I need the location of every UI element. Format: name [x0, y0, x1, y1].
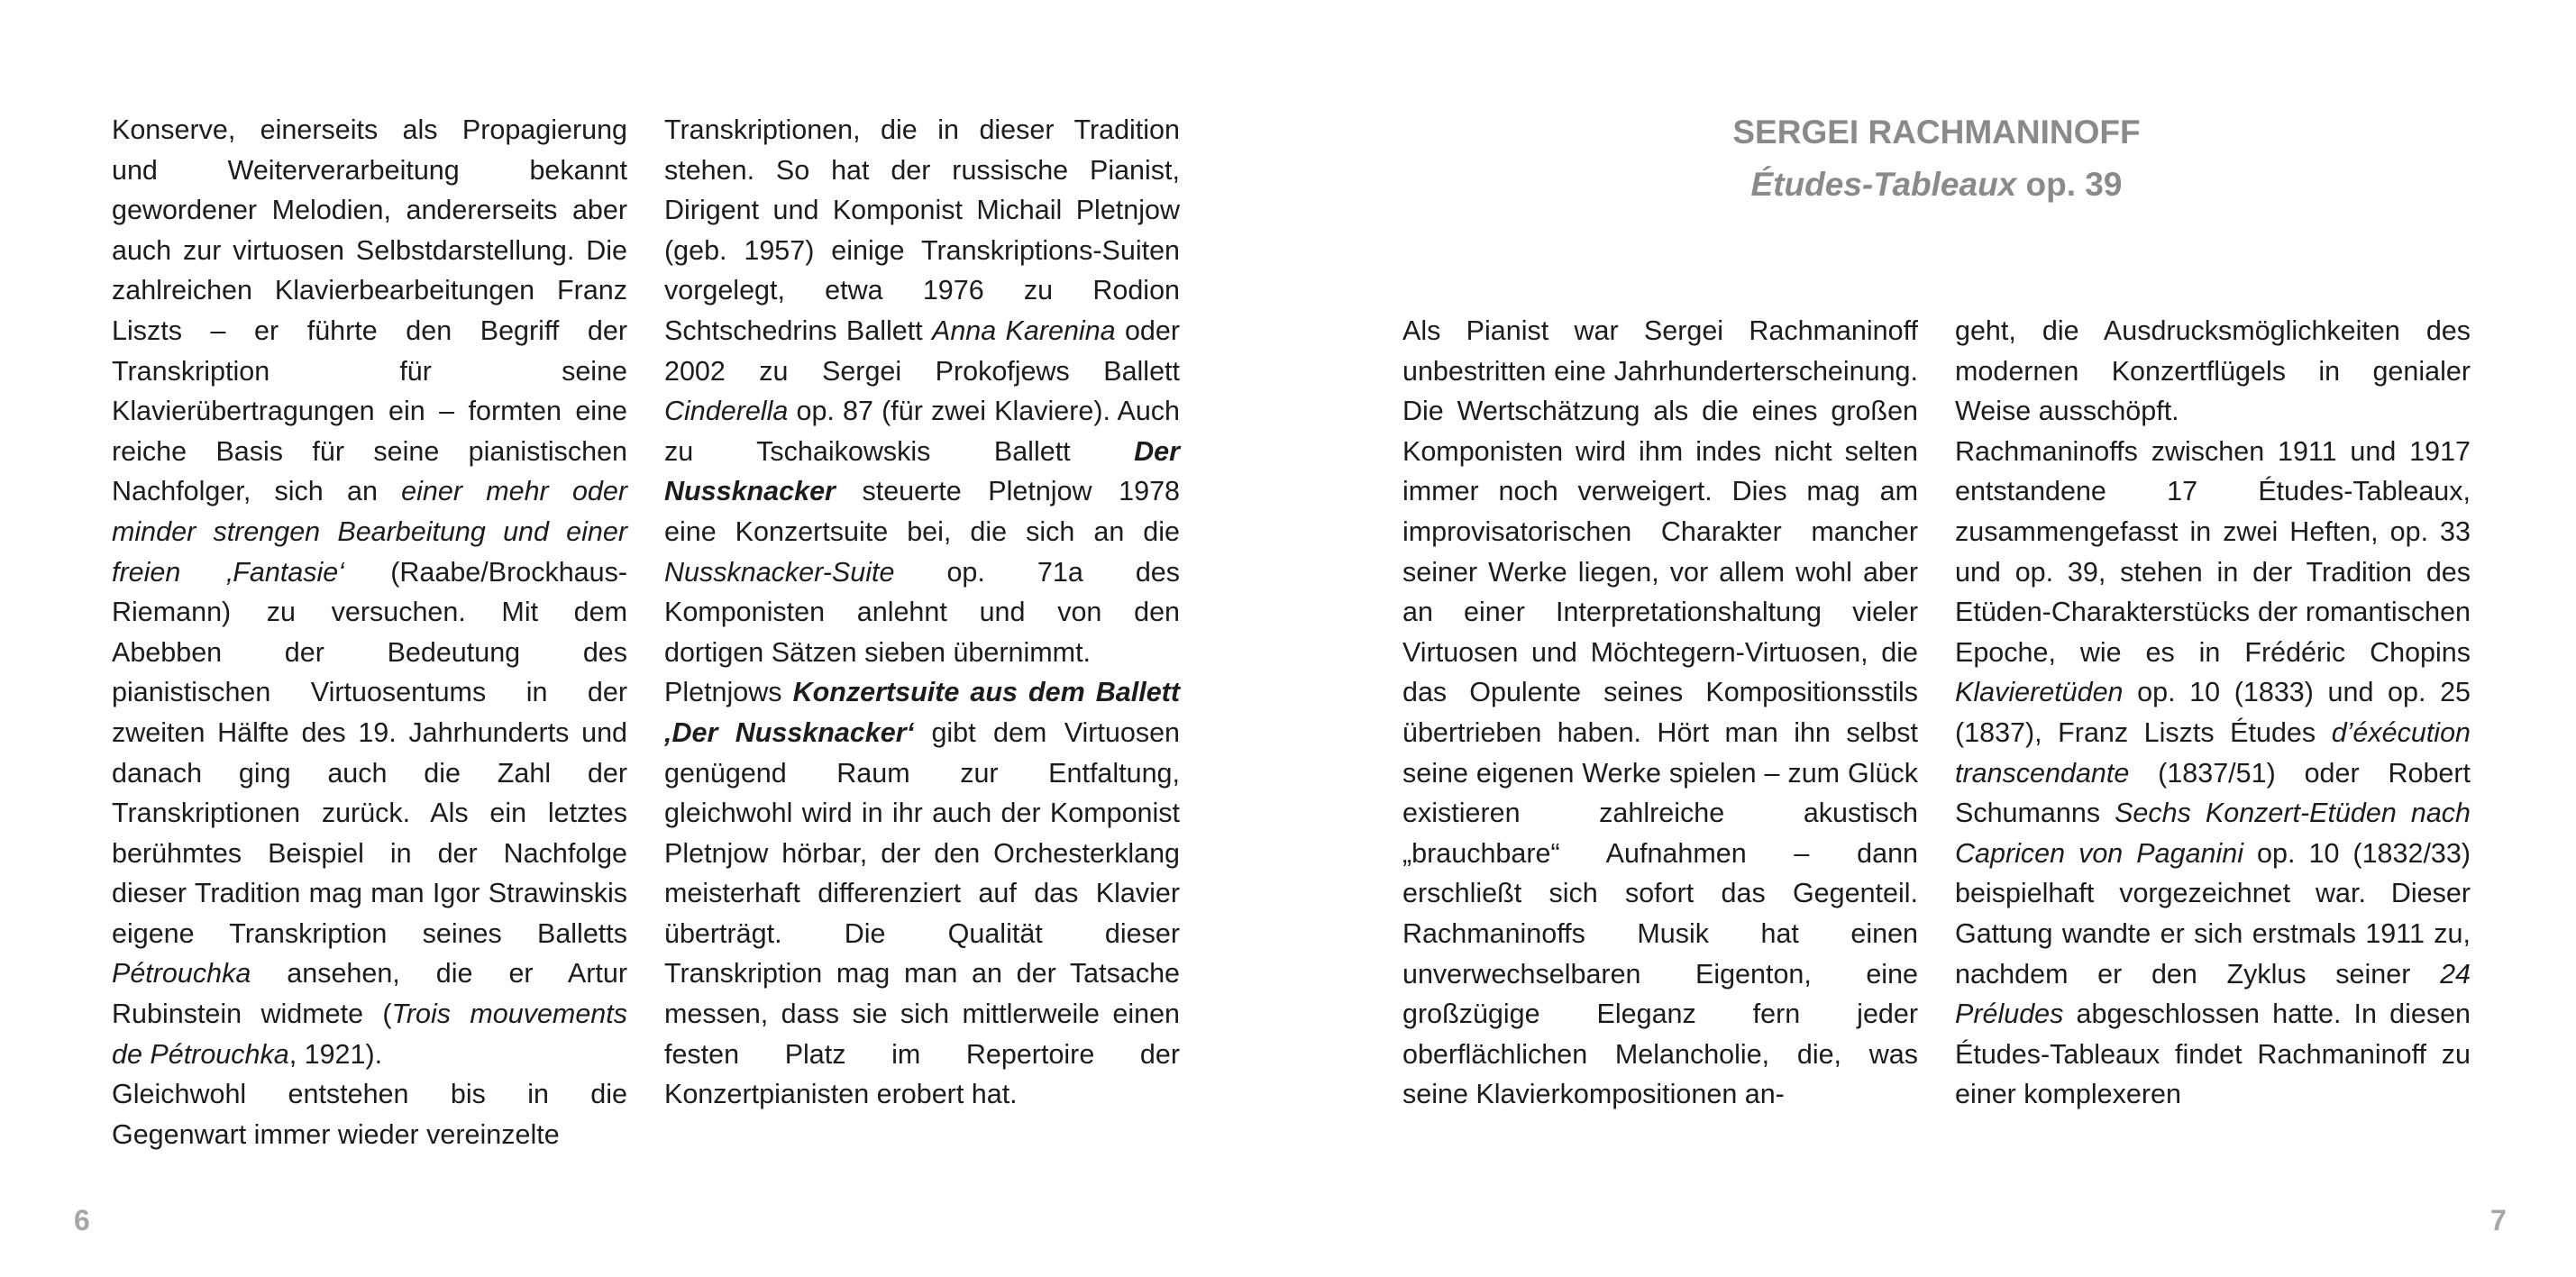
- paragraph: Als Pianist war Sergei Rachmaninoff unbestritten eine Jahrhunderterscheinung. Die Wertschätzung als die eines großen Komponisten wird ihm indes nicht selten immer noch verweigert. Dies mag am improvisatorischen Charakter mancher seiner Werke liegen, vor allem wohl aber an einer Interpretationshaltung vieler Virtuosen und Möchtegern-Virtuosen, die das Opulente seines Kompositionsstils übertrieben haben. Hört man ihn selbst seine eigenen Werke spielen – zum Glück existieren zahlreiche akustisch „brauchbare“ Aufnahmen – dann erschließt sich sofort das Gegenteil. Rachmaninoffs Musik hat einen unverwechselbaren Eigenton, eine großzügige Eleganz fern jeder oberflächlichen Melancholie, die, was seine Klavierkompositionen an-: [1402, 315, 1918, 1110]
- paragraph: Transkriptionen, die in dieser Tradition stehen. So hat der russische Pianist, Dirigent und Komponist Michail Pletnjow (geb. 1957) einige Transkriptions-Suiten vorgelegt, etwa 1976 zu Rodion Schtschedrins Ballett Anna Karenina oder 2002 zu Sergei Prokofjews Ballett Cinderella op. 87 (für zwei Klaviere). Auch zu Tschaikowskis Ballett Der Nussknacker steuerte Pletnjow 1978 eine Konzertsuite bei, die sich an die Nussknacker-Suite op. 71a des Komponisten anlehnt und von den dortigen Sätzen sieben übernimmt.: [664, 114, 1181, 668]
- right-page-column-2: [1955, 311, 2471, 1115]
- section-heading: [1402, 106, 2471, 211]
- paragraph: Rachmaninoffs zwischen 1911 und 1917 entstandene 17 Études-Tableaux, zusammengefasst in zwei Heften, op. 33 und op. 39, stehen in der Tradition des Etüden-Charakterstücks der romantischen Epoche, wie es in Frédéric Chopins Klavieretüden op. 10 (1833) und op. 25 (1837), Franz Liszts Études d’éxécution transcendante (1837/51) oder Robert Schumanns Sechs Konzert-Etüden nach Capricen von Paganini op. 10 (1832/33) beispielhaft vorgezeichnet war. Dieser Gattung wandte er sich erstmals 1911 zu, nachdem er den Zyklus seiner 24 Préludes abgeschlossen hatte. In diesen Études-Tableaux findet Rachmaninoff zu einer komplexeren: [1955, 435, 2471, 1110]
- paragraph: geht, die Ausdrucksmöglichkeiten des modernen Konzertflügels in genialer Weise ausschöpft.: [1955, 315, 2471, 427]
- composer-name: SERGEI RACHMANINOFF: [1732, 114, 2141, 151]
- paragraph: Gleichwohl entstehen bis in die Gegenwart immer wieder vereinzelte: [112, 1079, 627, 1150]
- paragraph: Konserve, einerseits als Propagierung und Weiterverarbeitung bekannt gewordener Melodien, andererseits aber auch zur virtuosen Selbstdarstellung. Die zahlreichen Klavierbearbeitungen Franz Liszts – er führte den Begriff der Transkription für seine Klavierübertragungen ein – formten eine reiche Basis für seine pianistischen Nachfolger, sich an einer mehr oder minder strengen Bearbeitung und einer freien ‚Fantasie‘ (Raabe/Brockhaus-Riemann) zu versuchen. Mit dem Abebben der Bedeutung des pianistischen Virtuosentums in der zweiten Hälfte des 19. Jahrhunderts und danach ging auch die Zahl der Transkriptionen zurück. Als ein letztes berühmtes Beispiel in der Nachfolge dieser Tradition mag man Igor Strawinskis eigene Transkription seines Balletts Pétrouchka ansehen, die er Artur Rubinstein widmete (Trois mouvements de Pétrouchka, 1921).: [112, 114, 627, 1070]
- left-page-column-2: [664, 110, 1180, 1115]
- right-page-column-1: [1402, 311, 1918, 1115]
- page-number-left: 6: [74, 1204, 90, 1236]
- left-page-column-1: [112, 110, 627, 1154]
- paragraph: Pletnjows Konzertsuite aus dem Ballett ‚Der Nussknacker‘ gibt dem Virtuosen genügend Raum zur Entfaltung, gleichwohl wird in ihr auch der Komponist Pletnjow hörbar, der den Orchesterklang meisterhaft differenziert auf das Klavier überträgt. Die Qualität dieser Transkription mag man an der Tatsache messen, dass sie sich mittlerweile einen festen Platz im Repertoire der Konzertpianisten erobert hat.: [664, 677, 1180, 1110]
- page-number-right: 7: [2490, 1204, 2507, 1236]
- work-title: Études-Tableaux op. 39: [1750, 166, 2123, 203]
